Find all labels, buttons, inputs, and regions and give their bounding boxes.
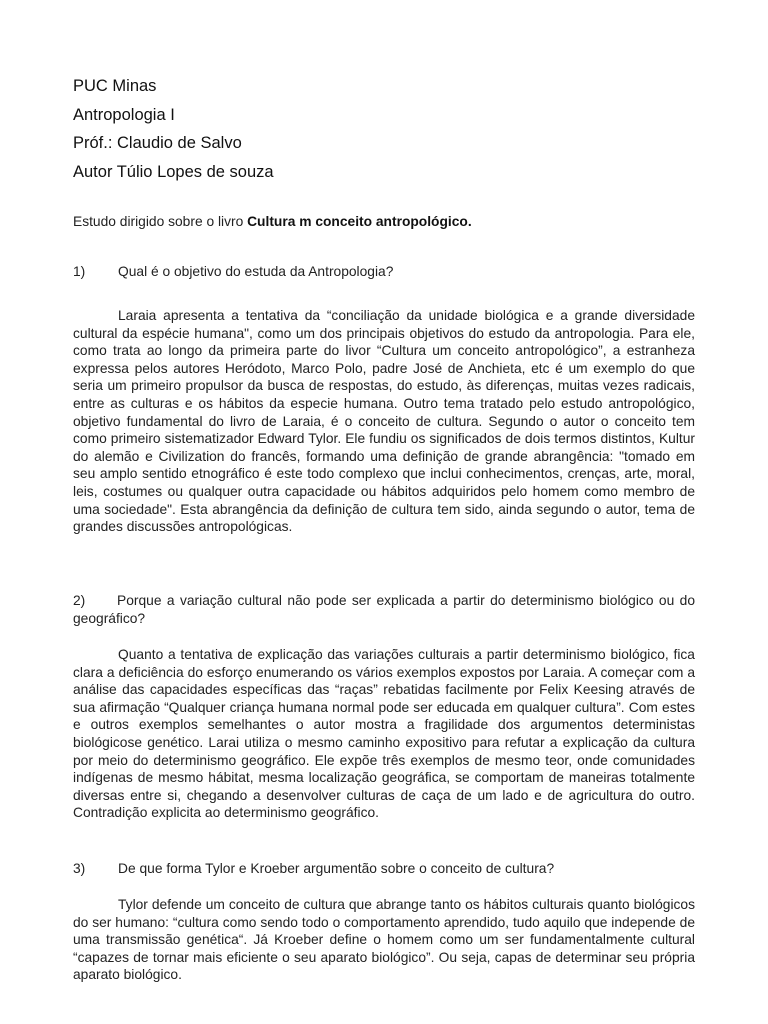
professor-name: Próf.: Claudio de Salvo [73, 134, 242, 152]
question-number: 3) [73, 861, 86, 876]
document-header [73, 72, 274, 186]
question-number: 2) [73, 593, 86, 608]
answer-3: Tylor defende um conceito de cultura que abrange tanto os hábitos culturais quanto biológicos do ser humano: “cultura como sendo todo o comportamento aprendido, tudo aquilo que independe de uma transmissão genética“. Já Kroeber define o homem como um ser fundamentalmente cultural “capazes de tornar mais eficiente o seu aparato biológico”. Ou seja, capas de determinar seu própria aparato biológico. [73, 897, 695, 983]
answer-2: Quanto a tentativa de explicação das variações culturais a partir determinismo biológico, fica clara a deficiência do esforço enumerando os vários exemplos expostos por Laraia. A começar com a análise das capacidades específicas das “raças” rebatidas facilmente por Felix Keesing através de sua afirmação “Qualquer criança humana normal pode ser educada em qualquer cultura”. Com estes e outros exemplos semelhantes o autor mostra a fragilidade dos argumentos deterministas biológicose genético. Larai utiliza o mesmo caminho expositivo para refutar a explicação da cultura por meio do determinismo geográfico. Ele expõe três exemplos de mesmo teor, onde comunidades indígenas de mesmo hábitat, mesma localização geográfica, se comportam de maneiras totalmente diversas entre si, chegando a desenvolver culturas de caça de um lado e de agricultura do outro. Contradição explicita ao determinismo geográfico. [73, 647, 695, 821]
question-text: Porque a variação cultural não pode ser explicada a partir do determinismo biológico ou do geográfico? [73, 593, 695, 626]
question-2 [73, 592, 695, 627]
answer-1: Laraia apresenta a tentativa da “conciliação da unidade biológica e a grande diversidade cultural da espécie humana", como um dos principais objetivos do estudo da antropologia. Para ele, como trata ao longo da primeira parte do livor “Cultura um conceito antropológico”, a estranheza expressa pelos autores Heródoto, Marco Polo, padre José de Anchieta, etc é um exemplo do que seria um primeiro propulsor da busca de respostas, do estudo, às diferenças, muitas vezes radicais, entre as culturas e os hábitos da especie humana. Outro tema tratado pelo estudo antropológico, objetivo fundamental do livro de Laraia, é o conceito de cultura. Segundo o autor o conceito tem como primeiro sistematizador Edward Tylor. Ele fundiu os significados de dois termos distintos, Kultur do alemão e Civilization do francês, formando uma definição de grande abrangência: "tomado em seu amplo sentido etnográfico é este todo complexo que inclui conhecimentos, crenças, arte, moral, leis, costumes ou qualquer outra capacidade ou hábitos adquiridos pelo homem como membro de uma sociedade". Esta abrangência da definição de cultura tem sido, ainda segundo o autor, tema de grandes discussões antropológicas. [73, 308, 695, 535]
question-text: Qual é o objetivo do estuda da Antropologia? [118, 264, 394, 279]
intro-line [73, 213, 472, 231]
question-text: De que forma Tylor e Kroeber argumentão sobre o conceito de cultura? [118, 861, 555, 876]
question-3 [73, 860, 695, 878]
intro-prefix: Estudo dirigido sobre o livro [73, 214, 248, 229]
course-name: Antropologia I [73, 105, 175, 124]
author-name: Autor Túlio Lopes de souza [73, 162, 274, 181]
question-number: 1) [73, 264, 86, 279]
institution-name: PUC Minas [73, 77, 157, 95]
book-title: Cultura m conceito antropológico. [247, 214, 472, 229]
question-1 [73, 263, 695, 281]
